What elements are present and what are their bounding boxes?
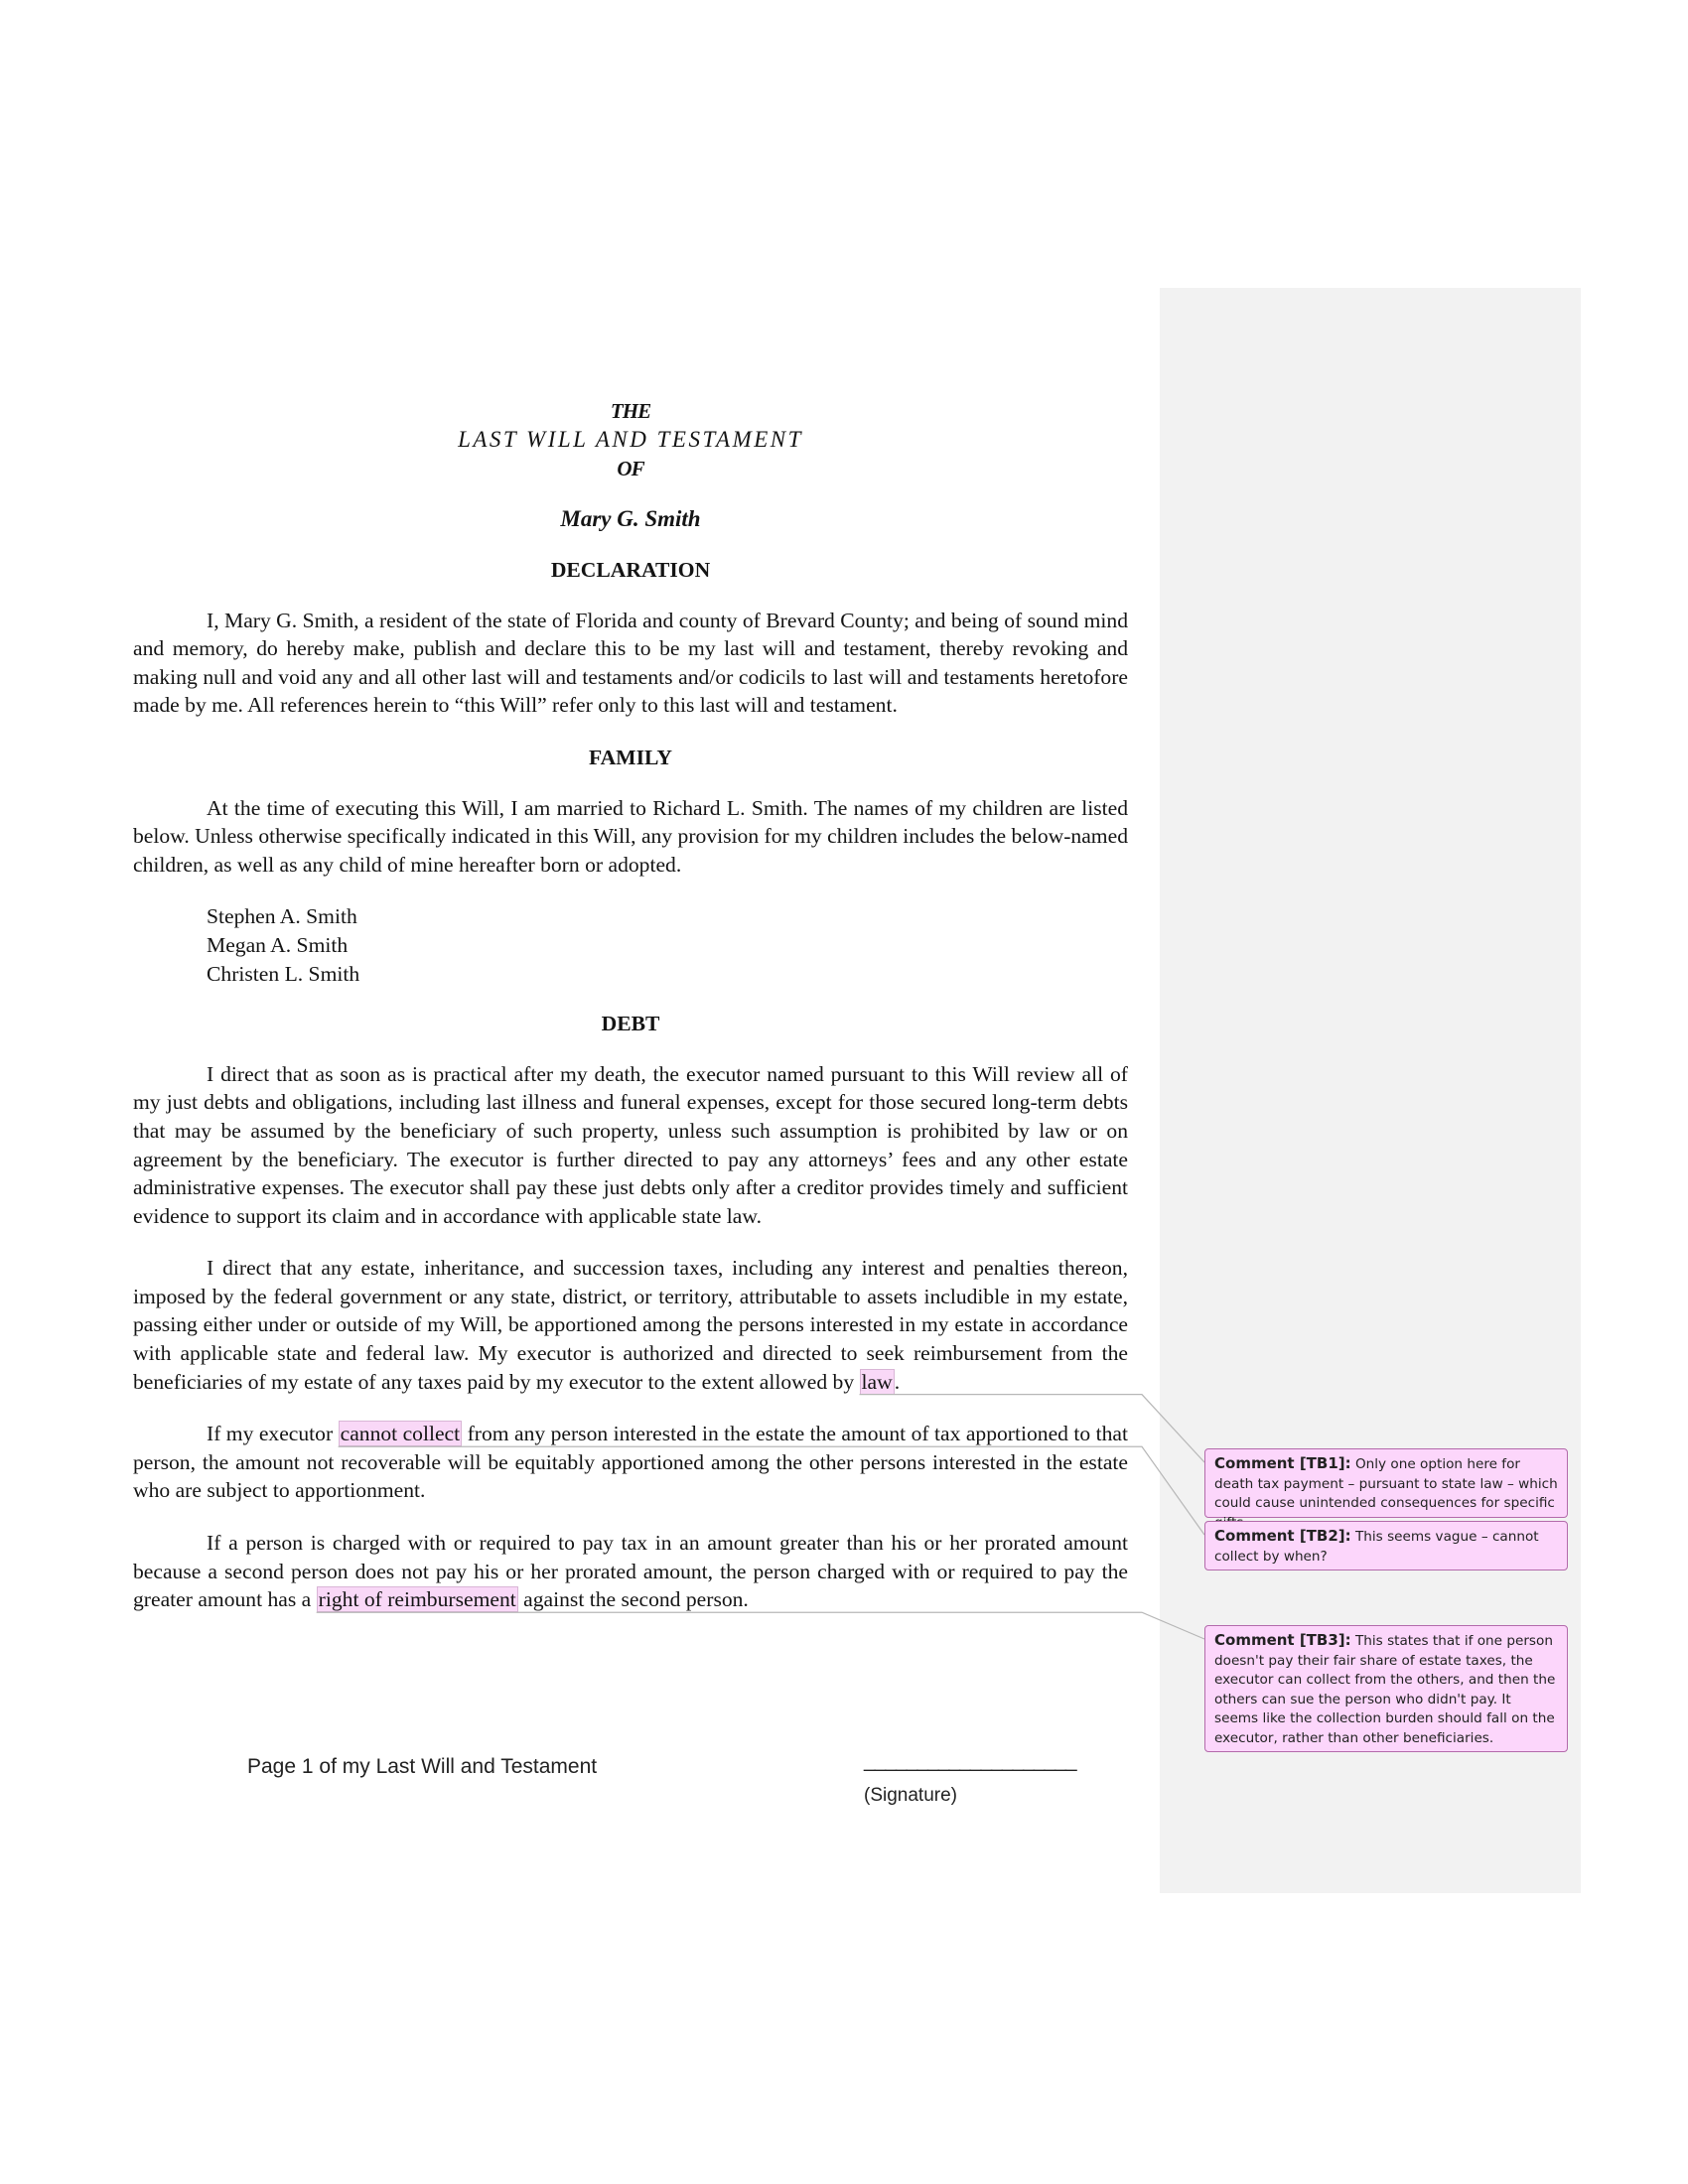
comment-balloon-tb2[interactable] (1204, 1521, 1568, 1570)
signature-label: (Signature) (864, 1785, 957, 1806)
comment-balloon-tb1[interactable] (1204, 1448, 1568, 1518)
comment-anchor-tb2[interactable]: cannot collect (340, 1422, 461, 1446)
comment-anchor-tb1[interactable]: law (861, 1369, 893, 1394)
children-list (207, 902, 1128, 988)
debt-paragraph-2 (133, 1254, 1128, 1396)
family-paragraph: At the time of executing this Will, I am married to Richard L. Smith. The names of my children are listed below. Unless otherwise specifically indicated in this Will, any provision for my children includes the below-named children, as well as any child of mine hereafter born or adopted. (133, 795, 1128, 877)
child-name: Christen L. Smith (207, 961, 360, 986)
comment-text: Only one option here for death tax payment – pursuant to state law – which could cause unintended consequences for specific (1214, 1456, 1558, 1511)
debt-paragraph-3 (133, 1420, 1128, 1505)
comment-anchor-tb3[interactable]: right of reimbursement (318, 1587, 516, 1612)
signature-line: ____________________ (864, 1749, 1076, 1772)
comment-balloon-tb3[interactable] (1204, 1625, 1568, 1752)
debt-paragraph-1: I direct that as soon as is practical after my death, the executor named pursuant to this Will review all of my just debts and obligations, including last illness and funeral expenses, except for those secured long-term debts that may be assumed by the beneficiary of such property, unless such assumption is prohibited by law or on agreement by the beneficiary. The executor is further directed to pay any attorneys’ fees and any other estate administrative expenses. The executor shall pay these just debts only after a creditor provides timely and sufficient evidence to support its claim and in accordance with applicable state law. (133, 1061, 1128, 1228)
comment-text: This states that if one person doesn't pay their fair share of estate taxes, the executor can collect from the others, and then the others can sue the person who didn't pay. It seems like the collection burden should fall on the executor, rather than other beneficiaries. (1214, 1633, 1556, 1746)
testator-name: Mary G. Smith (560, 506, 701, 531)
page-footer-label: Page 1 of my Last Will and Testament (247, 1755, 598, 1778)
child-name: Stephen A. Smith (207, 904, 357, 929)
comment-label: Comment [TB3]: (1214, 1631, 1351, 1649)
child-name: Megan A. Smith (207, 932, 349, 957)
declaration-paragraph: I, Mary G. Smith, a resident of the state of Florida and county of Brevard County; and being of sound mind and memory, do hereby make, publish and declare this to be my last will and testament, thereby revoking and making null and void any and all other last will and testaments and/or codicils to last will and testaments heretofore made by me. All references herein to “this Will” refer only to this last will and testament. (133, 608, 1128, 718)
paragraph-text: . (894, 1369, 901, 1394)
declaration-heading: DECLARATION (550, 558, 711, 582)
comment-label: Comment [TB1]: (1214, 1454, 1351, 1472)
document-body (133, 397, 1128, 1638)
title-line-the: THE (610, 399, 651, 423)
family-heading: FAMILY (589, 745, 672, 769)
paragraph-text: I direct that any estate, inheritance, and succession taxes, including any interest and penalties thereon, imposed by the federal government or any state, district, or territory, attributable to assets includible in my estate, passing either under or outside of my Will, be apportioned among the persons interested in my estate in accordance with applicable state and federal law. My executor is authorized and directed to seek reimbursement from the beneficiaries of my estate of any taxes paid by my executor to the extent allowed by (133, 1256, 1128, 1394)
paragraph-text: If a person is charged with or required to pay tax in an amount greater than his or her prorated amount because a second person does not pay his or her prorated amount, the person charged with or required to pay the greater amount has a (133, 1531, 1128, 1612)
paragraph-text: from any person interested in the estate the amount of tax apportioned to that person, the amount not recoverable will be equitably apportioned among the other persons interested in the estate who are subject to apportionment. (133, 1422, 1128, 1503)
debt-paragraph-4 (133, 1529, 1128, 1614)
comment-text: This seems vague – cannot collect by when? (1214, 1529, 1539, 1565)
title-line-of: OF (617, 457, 644, 480)
title-line-main: LAST WILL AND TESTAMENT (458, 427, 803, 452)
paragraph-text: If my executor (207, 1422, 339, 1446)
comment-label: Comment [TB2]: (1214, 1527, 1351, 1545)
paragraph-text: against the second person. (517, 1587, 749, 1612)
debt-heading: DEBT (601, 1012, 660, 1036)
